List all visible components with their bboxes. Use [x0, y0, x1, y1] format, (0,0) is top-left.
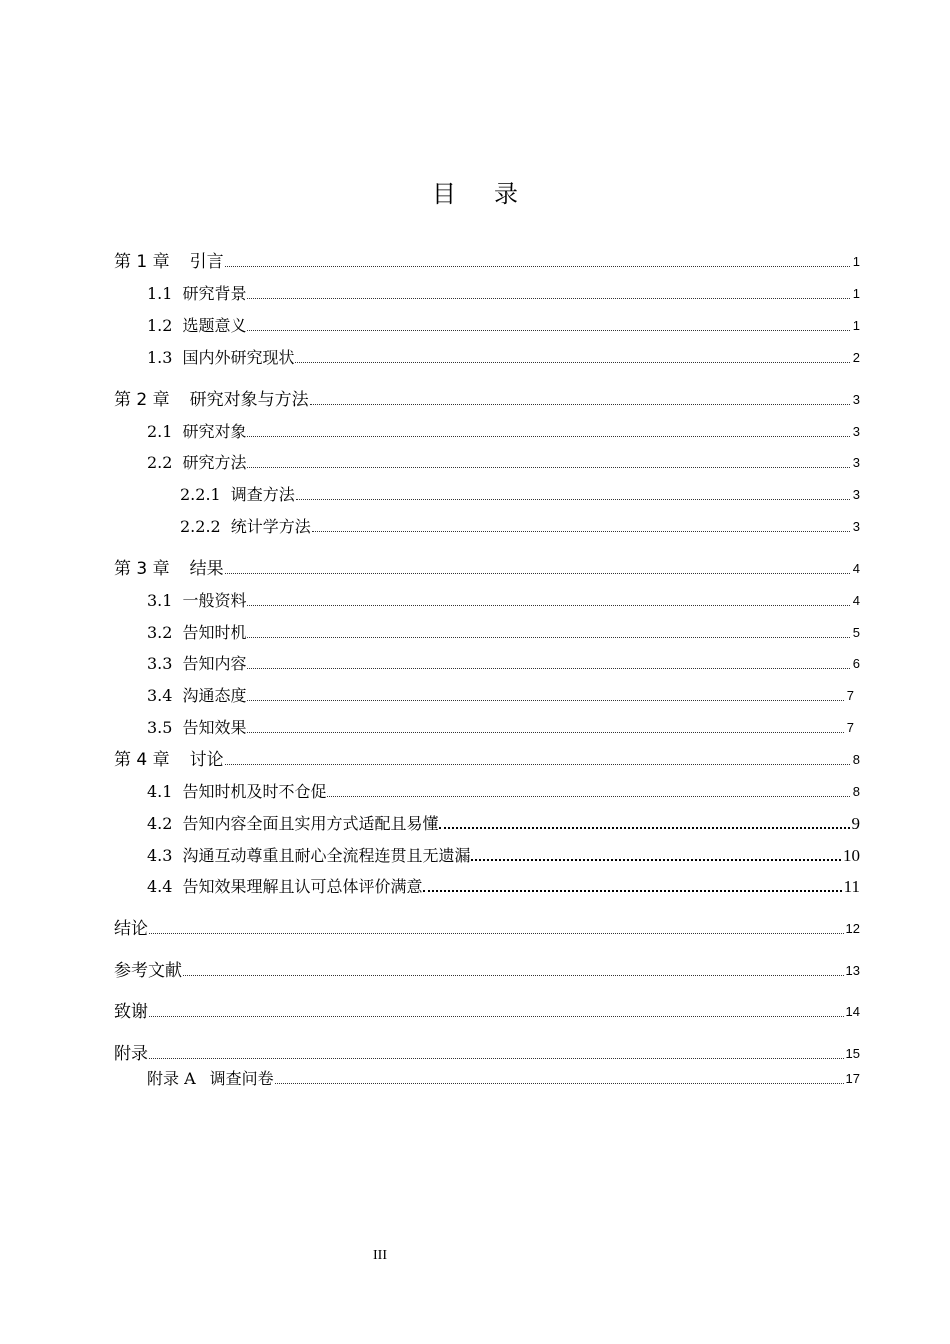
toc-entry-appendix-a[interactable] — [147, 1064, 860, 1090]
toc-entry-title: 讨论 — [189, 750, 224, 770]
toc-entry-title: 统计学方法 — [230, 517, 311, 536]
dot-leader — [247, 297, 850, 299]
toc-entry-page: 1 — [852, 286, 860, 301]
toc-entry-3-1[interactable] — [147, 586, 860, 612]
dot-leader — [225, 572, 850, 574]
dot-leader — [327, 795, 850, 797]
toc-entry-title: 一般资料 — [182, 591, 247, 610]
dot-leader — [247, 466, 850, 468]
toc-entry-2-2-1[interactable] — [180, 480, 860, 506]
toc-entry-number: 第 4 章 — [114, 750, 170, 770]
toc-entry-thanks[interactable] — [114, 997, 860, 1023]
toc-entry-page: 11 — [843, 877, 860, 896]
toc-entry-page: 9 — [851, 814, 860, 833]
toc-entry-title: 致谢 — [114, 1002, 148, 1022]
toc-entry-1-1[interactable] — [147, 279, 860, 305]
toc-entry-number: 2.1 — [147, 422, 173, 441]
toc-entry-page: 3 — [852, 455, 860, 470]
toc-entry-title: 沟通态度 — [182, 686, 247, 705]
toc-entry-page: 17 — [845, 1071, 860, 1086]
dot-leader — [247, 329, 850, 331]
dot-leader — [149, 1057, 844, 1059]
toc-entry-title: 告知时机及时不仓促 — [182, 782, 327, 801]
toc-entry-title: 告知内容 — [182, 654, 247, 673]
page-title: 目录 — [432, 180, 556, 208]
toc-entry-3-5[interactable] — [147, 713, 854, 739]
toc-entry-page: 7 — [846, 688, 854, 703]
toc-entry-number: 1.3 — [147, 348, 173, 367]
toc-entry-3-2[interactable] — [147, 618, 860, 644]
toc-entry-number: 1.1 — [147, 284, 173, 303]
toc-entry-title: 结论 — [114, 919, 148, 939]
toc-entry-number: 2.2.1 — [180, 485, 221, 504]
toc-entry-page: 3 — [852, 519, 860, 534]
dot-leader — [296, 498, 850, 500]
toc-entry-number: 2.2 — [147, 453, 173, 472]
page-number: III — [373, 1248, 387, 1263]
toc-entry-4-2[interactable] — [147, 809, 860, 835]
toc-entry-number: 3.3 — [147, 654, 173, 673]
dot-leader — [471, 858, 841, 861]
toc-entry-page: 10 — [843, 846, 860, 865]
dot-leader — [247, 604, 850, 606]
toc-entry-number: 4.3 — [147, 846, 173, 865]
toc-entry-page: 1 — [852, 318, 860, 333]
toc-entry-page: 8 — [852, 752, 860, 767]
toc-entry-chapter-2[interactable] — [114, 385, 860, 411]
toc-entry-page: 2 — [852, 350, 860, 365]
toc-entry-title: 调查问卷 — [209, 1069, 274, 1088]
toc-entry-page: 3 — [852, 487, 860, 502]
toc-entry-1-2[interactable] — [147, 311, 860, 337]
toc-entry-2-2[interactable] — [147, 448, 860, 474]
dot-leader — [295, 361, 850, 363]
toc-entry-page: 8 — [852, 784, 860, 799]
toc-entry-number: 4.1 — [147, 782, 173, 801]
dot-leader — [312, 530, 850, 532]
dot-leader — [247, 699, 844, 701]
dot-leader — [225, 265, 850, 267]
toc-entry-number: 4.2 — [147, 814, 173, 833]
dot-leader — [310, 403, 850, 405]
toc-entry-page: 5 — [852, 625, 860, 640]
toc-entry-page: 15 — [845, 1046, 860, 1061]
toc-entry-4-1[interactable] — [147, 777, 860, 803]
toc-entry-page: 3 — [852, 424, 860, 439]
toc-entry-appendix[interactable] — [114, 1039, 860, 1065]
toc-entry-2-1[interactable] — [147, 417, 860, 443]
dot-leader — [275, 1082, 844, 1084]
toc-entry-title: 研究对象与方法 — [189, 390, 309, 410]
dot-leader — [247, 435, 850, 437]
toc-entry-page: 13 — [845, 963, 860, 978]
dot-leader — [247, 636, 850, 638]
toc-entry-page: 4 — [852, 561, 860, 576]
toc-entry-title: 引言 — [189, 252, 224, 272]
toc-entry-chapter-1[interactable] — [114, 247, 860, 273]
toc-entry-title: 沟通互动尊重且耐心全流程连贯且无遗漏 — [182, 846, 471, 865]
toc-entry-number: 第 2 章 — [114, 390, 170, 410]
dot-leader — [149, 932, 844, 934]
dot-leader — [183, 974, 844, 976]
dot-leader — [225, 763, 850, 765]
toc-entry-2-2-2[interactable] — [180, 512, 860, 538]
toc-entry-chapter-4[interactable] — [114, 745, 860, 771]
toc-entry-title: 研究对象 — [182, 422, 247, 441]
toc-entry-3-3[interactable] — [147, 649, 860, 675]
toc-entry-number: 3.2 — [147, 623, 173, 642]
toc-entry-page: 14 — [845, 1004, 860, 1019]
dot-leader — [247, 731, 844, 733]
toc-entry-number: 1.2 — [147, 316, 173, 335]
toc-entry-page: 7 — [846, 720, 854, 735]
toc-entry-conclusion[interactable] — [114, 914, 860, 940]
toc-entry-references[interactable] — [114, 956, 860, 982]
toc-entry-4-4[interactable] — [147, 872, 860, 898]
dot-leader — [149, 1015, 844, 1017]
toc-entry-title: 国内外研究现状 — [182, 348, 295, 367]
toc-entry-3-4[interactable] — [147, 681, 854, 707]
dot-leader — [423, 889, 841, 892]
toc-entry-title: 结果 — [189, 559, 224, 579]
toc-entry-title: 选题意义 — [182, 316, 247, 335]
toc-entry-title: 调查方法 — [230, 485, 295, 504]
toc-entry-title: 附录 — [114, 1044, 148, 1064]
dot-leader — [439, 826, 849, 829]
toc-entry-number: 2.2.2 — [180, 517, 221, 536]
toc-entry-title: 参考文献 — [114, 961, 182, 981]
toc-entry-title: 告知时机 — [182, 623, 247, 642]
toc-entry-1-3[interactable] — [147, 343, 860, 369]
toc-entry-chapter-3[interactable] — [114, 554, 860, 580]
toc-entry-page: 3 — [852, 392, 860, 407]
dot-leader — [247, 667, 850, 669]
toc-entry-4-3[interactable] — [147, 841, 860, 867]
toc-entry-page: 1 — [852, 254, 860, 269]
toc-entry-page: 6 — [852, 656, 860, 671]
toc-entry-page: 4 — [852, 593, 860, 608]
toc-entry-number: 第 3 章 — [114, 559, 170, 579]
toc-entry-number: 附录 A — [147, 1069, 196, 1088]
toc-entry-title: 研究方法 — [182, 453, 247, 472]
toc-entry-number: 第 1 章 — [114, 252, 170, 272]
toc-entry-title: 告知效果理解且认可总体评价满意 — [182, 877, 423, 896]
toc-entry-title: 研究背景 — [182, 284, 247, 303]
toc-entry-number: 3.1 — [147, 591, 173, 610]
toc-entry-number: 4.4 — [147, 877, 173, 896]
toc-entry-page: 12 — [845, 921, 860, 936]
toc-entry-number: 3.4 — [147, 686, 173, 705]
toc-entry-title: 告知内容全面且实用方式适配且易懂 — [182, 814, 439, 833]
toc-entry-number: 3.5 — [147, 718, 173, 737]
toc-entry-title: 告知效果 — [182, 718, 247, 737]
